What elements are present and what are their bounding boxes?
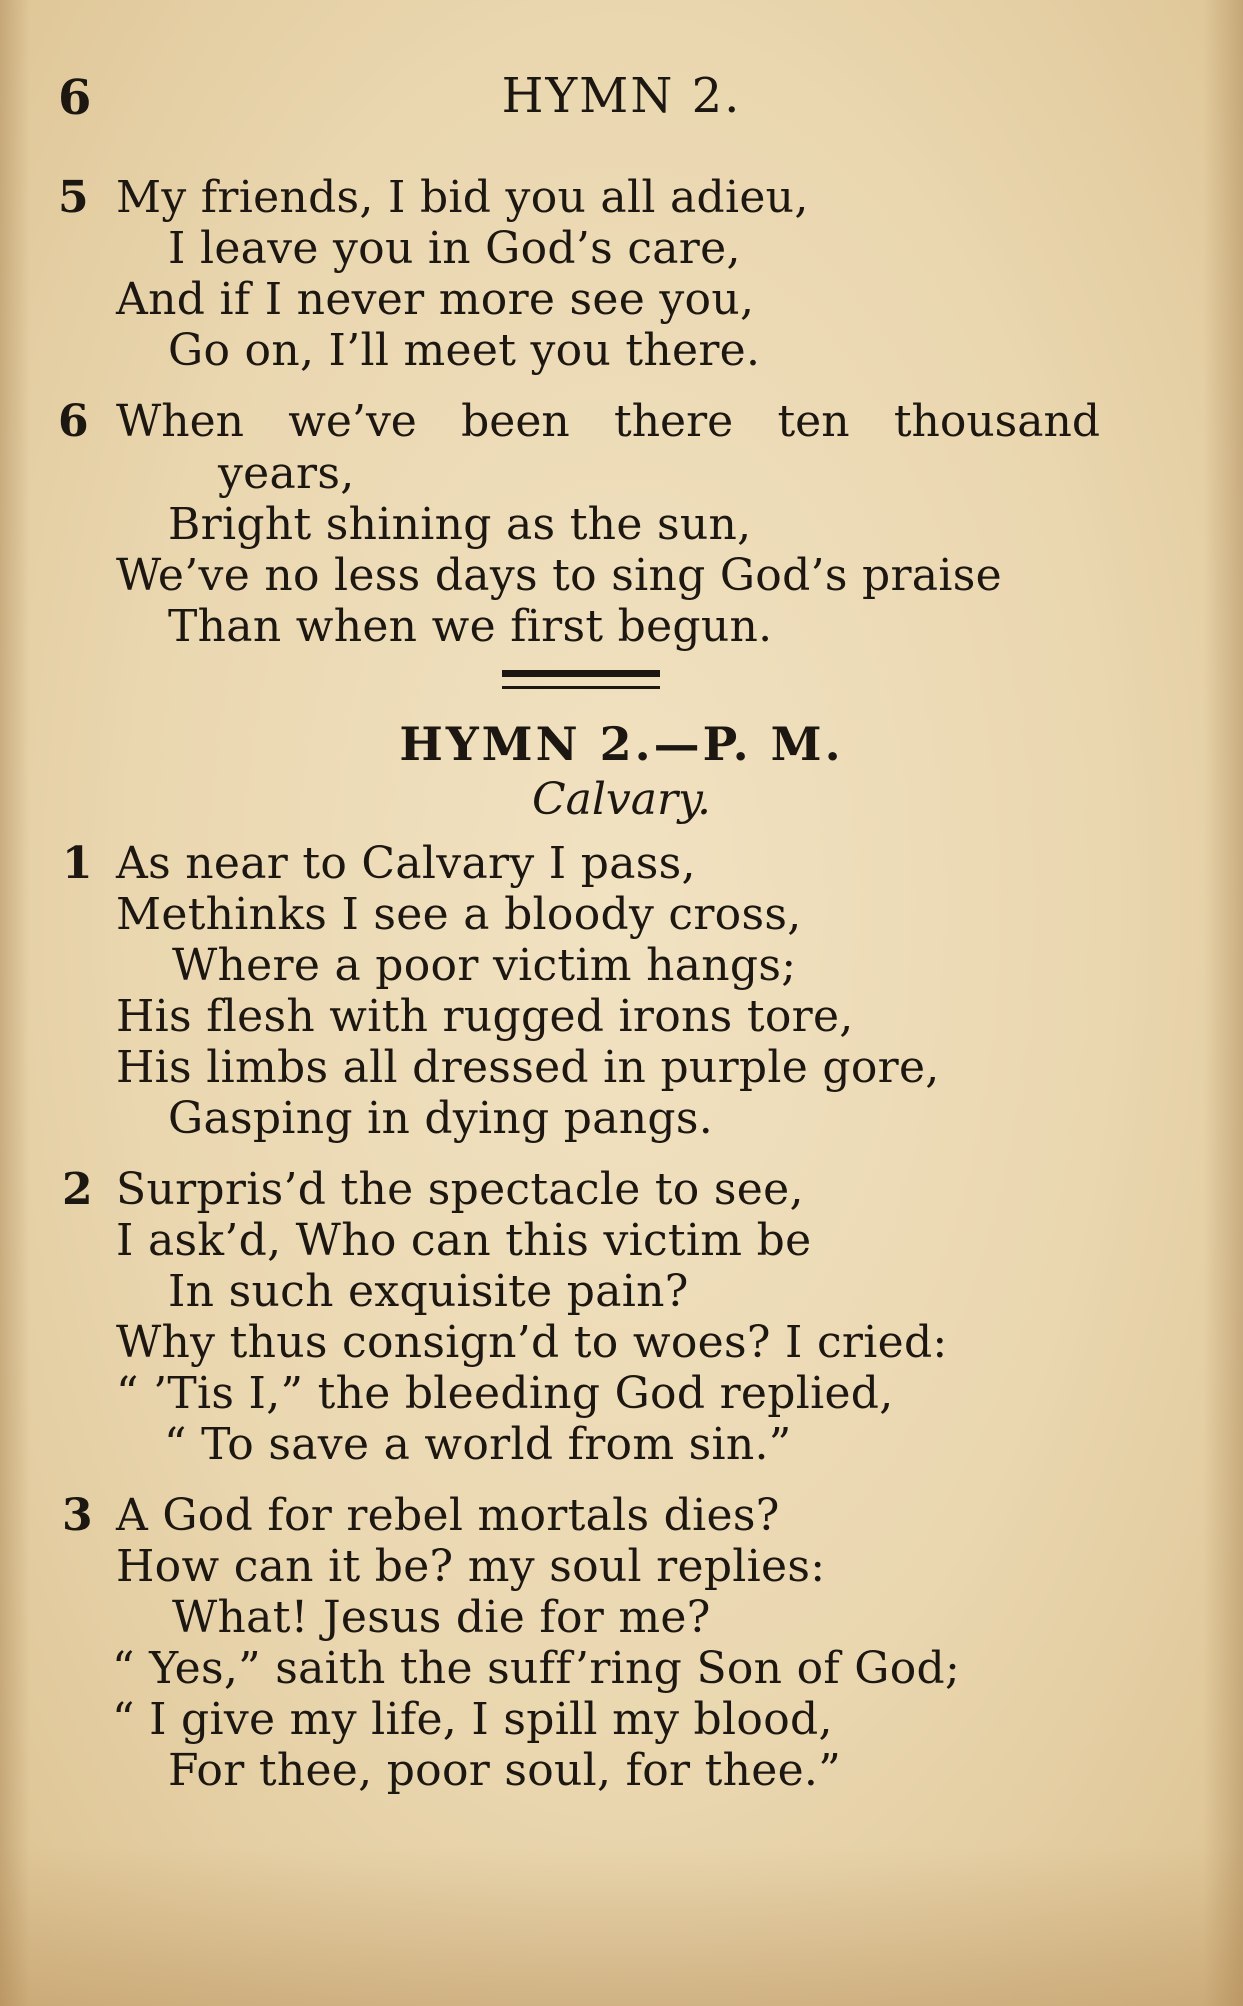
word: we’ve [288,396,417,447]
verse-line: “ To save a world from sin.” [164,1419,792,1470]
divider-rule-thin [502,686,660,689]
verse-number: 3 [62,1490,93,1541]
word: been [461,396,570,447]
verse-first-line-justified [116,394,1100,450]
verse-line: His flesh with rugged irons tore, [116,991,854,1042]
verse-number: 1 [62,838,93,889]
verse-number: 6 [58,396,89,447]
page-edge-shadow-left [0,0,30,2006]
verse-line: Surpris’d the spectacle to see, [116,1164,804,1215]
word: ten [777,396,850,447]
verse-line: Where a poor victim hangs; [172,940,797,991]
tune-name: Calvary. [531,774,712,825]
verse-number: 2 [62,1164,93,1215]
verse-line: Why thus consign’d to woes? I cried: [116,1317,948,1368]
verse-line: A God for rebel mortals dies? [116,1490,780,1541]
verse-line: Gasping in dying pangs. [168,1093,714,1144]
verse-line: And if I never more see you, [116,274,755,325]
verse-line: I ask’d, Who can this victim be [116,1215,812,1266]
verse-line: Go on, I’ll meet you there. [168,325,761,376]
verse-line: We’ve no less days to sing God’s praise [116,550,1002,601]
page-edge-shadow-right [1203,0,1243,2006]
word: there [614,396,734,447]
verse-line: years, [218,448,355,499]
page-edge-shadow-bottom [0,1846,1243,2006]
verse-line: In such exquisite pain? [168,1266,689,1317]
verse-line: His limbs all dressed in purple gore, [116,1042,940,1093]
verse-line: My friends, I bid you all adieu, [116,172,809,223]
verse-line: I leave you in God’s care, [168,223,741,274]
verse-line: Bright shining as the sun, [168,499,752,550]
verse-line: What! Jesus die for me? [172,1592,711,1643]
verse-line: For thee, poor soul, for thee.” [168,1745,841,1796]
verse-line: “ ’Tis I,” the bleeding God replied, [116,1368,894,1419]
verse-number: 5 [58,172,89,223]
word: thousand [893,396,1100,447]
verse-line: “ Yes,” saith the suff’ring Son of God; [112,1643,961,1694]
verse-line: “ I give my life, I spill my blood, [112,1694,833,1745]
verse-line: Than when we first begun. [168,601,773,652]
page-number: 6 [58,70,92,126]
divider-rule-thick [502,670,660,677]
running-head: HYMN 2. [501,68,742,124]
word: When [116,396,244,447]
verse-line: Methinks I see a bloody cross, [116,889,802,940]
hymn-heading: HYMN 2.—P. M. [399,717,844,771]
verse-line: As near to Calvary I pass, [116,838,696,889]
verse-line: How can it be? my soul replies: [116,1541,826,1592]
